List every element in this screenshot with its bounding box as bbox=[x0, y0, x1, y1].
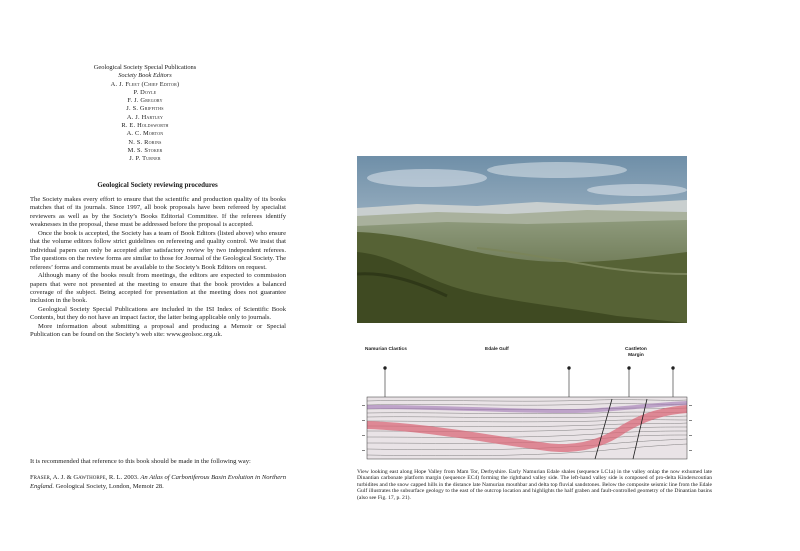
citation-publisher: Geological Society, London, Memoir 28. bbox=[55, 482, 164, 490]
editor-name: A. C. Morton bbox=[126, 130, 164, 138]
series-title: Geological Society Special Publications bbox=[93, 64, 197, 71]
review-paragraph: The Society makes every effort to ensure that the scientific and production quality of its books matches that of its journals. Since 1997, all book proposals have been refereed by specialist reviewers as well as by the Society’s Books Editorial Committee. If the referees identify weaknesses in the proposal, these must be addressed before the proposal is accepted. bbox=[30, 196, 286, 229]
review-body bbox=[30, 196, 286, 340]
editor-name: F. J. Gregory bbox=[127, 97, 163, 105]
review-paragraph: Geological Society Special Publications are included in the ISI Index of Scientific Book Contents, but they do not have an impact factor, the latter being applicable only to journals. bbox=[30, 305, 286, 322]
reference-intro: It is recommended that reference to this book should be made in the following way: bbox=[30, 458, 251, 465]
citation-authors: Fraser, A. J. & Gawthorpe, R. L. bbox=[30, 474, 123, 482]
reference-block bbox=[30, 458, 286, 491]
landscape-photo bbox=[357, 156, 687, 323]
editor-name: R. E. Holdsworth bbox=[121, 122, 169, 130]
editor-name: A. J. Fleet (Chief Editor) bbox=[110, 80, 180, 88]
citation-year: 2003. bbox=[123, 474, 139, 482]
review-paragraph: Once the book is accepted, the Society has a team of Book Editors (listed above) who ensure that the volume editors follow strict guidelines on refereeing and quality control. We insist that individual papers can only be accepted after satisfactory review by two independent referees. The questions on the review forms are similar to those for Journal of the Geological Society. The referees’ forms and comments must be available to the Society’s Book Editors on request. bbox=[30, 229, 286, 271]
editors-block bbox=[60, 64, 230, 164]
label-namurian-clastics: Namurian Clastics bbox=[365, 347, 407, 352]
editor-name: A. J. Hartley bbox=[126, 113, 164, 121]
review-paragraph: Although many of the books result from meetings, the editors are expected to commission papers that were not presented at the meeting to ensure that the book provides a balanced coverage of the subject. Being accepted for presentation at the meeting does not guarantee inclusion in the book. bbox=[30, 272, 286, 305]
review-paragraph: More information about submitting a proposal and producing a Memoir or Special Publication can be found on the Society’s web site: www.geolsoc.org.uk. bbox=[30, 322, 286, 339]
editor-name: P. Doyle bbox=[133, 88, 157, 96]
citation-title: An Atlas of Carboniferous Basin Evolution in Northern England. bbox=[30, 474, 287, 490]
review-heading: Geological Society reviewing procedures bbox=[97, 181, 218, 189]
editor-name: J. S. Griffiths bbox=[126, 105, 164, 113]
well-markers bbox=[384, 367, 675, 397]
seismic-line bbox=[357, 365, 702, 465]
editors-role: Society Book Editors bbox=[118, 72, 172, 80]
editor-name: M. S. Stoker bbox=[127, 146, 163, 154]
label-edale-gulf: Edale Gulf bbox=[485, 347, 509, 352]
hope-valley-photo-drawing bbox=[357, 156, 687, 323]
figure-caption: View looking east along Hope Valley from Mam Tor, Derbyshire. Early Namurian Edale shales (sequence LC1a) in the valley onlap the now exhumed late Dinantian carbonate platform margin (sequence EC4) forming the righthand valley side. The left-hand valley side is composed of pro-delta Kinderscoutian turbidites and the snow capped hills in the distance late Namurian mouthbar and delta top fluvial sandstones. Below the composite seismic line from the Edale Gulf illustrates the subsurface geology to the east of the outcrop location and highlights the half graben and fault-controlled geometry of the Dinantian basins (also see Fig. 17, p. 21). bbox=[357, 469, 712, 501]
citation bbox=[30, 474, 286, 491]
seismic-section-drawing bbox=[357, 365, 702, 465]
editor-name: N. S. Robins bbox=[128, 138, 162, 146]
seismic-section-labels bbox=[357, 347, 697, 361]
editor-name: J. P. Turner bbox=[129, 155, 161, 163]
label-castleton-margin: Castleton Margin bbox=[625, 347, 647, 358]
